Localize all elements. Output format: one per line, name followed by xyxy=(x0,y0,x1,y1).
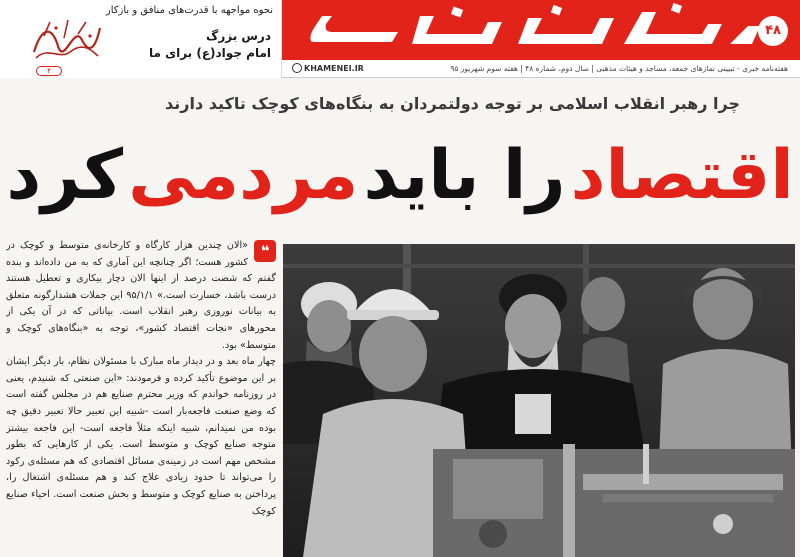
masthead-subbar xyxy=(282,60,800,78)
site-label: KHAMENEI.IR xyxy=(304,64,364,73)
headline-part-1: اقتصاد xyxy=(570,136,794,215)
masthead xyxy=(282,0,800,60)
teaser-page-badge: ۴ xyxy=(36,66,62,76)
article-column xyxy=(6,238,276,557)
site-link[interactable] xyxy=(292,63,364,73)
news-photo xyxy=(283,244,795,557)
article-paragraph-2: چهار ماه بعد و در دیدار ماه مبارک با مسئولان نظام، بار دیگر ایشان بر این موضوع تأکید کرده و فرمودند: «این صنعتی که شنیدم، یعنی در روزنامه خواندم که وزیر محترم صنایع هم در مجلس گفته است که وضع صنعت فاجعه‌بار است -شبیه این تعبیر حالا تعبیر دقیق چه بوده من نمیدانم، شبیه اینکه مثلاً فاجعه است- این فاجعه بیشتر متوجه صنایع کوچک و متوسط است. یکی از کارهایی که بطور مشخص مهم است در زمینه‌ی مسائل اقتصادی که هم مسئله‌ی رکود را می‌تواند تا حدود زیادی علاج کند و هم مسئله‌ی اشتغال را، پرداختن به صنایع کوچک و متوسط و بخش صنعت است. احیاء صنایع کوچک xyxy=(6,356,276,517)
headline-part-2: را باید xyxy=(363,136,566,215)
headline-part-4: کرد xyxy=(6,136,124,215)
teaser-title xyxy=(149,28,271,62)
masthead-subtitle: هفته‌نامه خبری - تبیینی نمازهای جمعه، مساجد و هیئات مذهبی | سال دوم، شماره ۴۸ | هفته سوم شهریور ۹۵ xyxy=(450,64,788,73)
masthead-logo-icon xyxy=(302,2,762,58)
teaser-title-line2: امام جواد(ع) برای ما xyxy=(148,46,271,60)
teaser-top-line: نحوه مواجهه با قدرت‌های منافق و بازکار xyxy=(105,5,273,16)
site-logo-icon xyxy=(292,63,302,73)
kicker-headline: چرا رهبر انقلاب اسلامی بر توجه دولتمردان به بنگاه‌های کوچک تاکید دارند xyxy=(165,94,740,113)
calligraphy-logo-icon xyxy=(30,16,102,64)
main-headline xyxy=(0,126,800,226)
headline-part-3: مردمی xyxy=(128,136,359,215)
photo-illustration-icon xyxy=(283,244,795,557)
article-paragraph-1: «الان چندین هزار کارگاه و کارخانه‌ی متوسط و کوچک در کشور هست؛ اگر چنانچه این آماری که به من داده‌اند و بنده گفتم که شصت درصد از اینها الان دچار بیکاری و تعطیل هستند درست باشد، خسارت است.» ۹۵/۱/۱ این جملات هشدارگونه متعلق به بیانات نوروزی رهبر انقلاب است. بیاناتی که در آن یکی از محورهای «نجات اقتصاد کشور»، توجه به «بنگاه‌های کوچک و متوسط» بود. xyxy=(6,240,276,351)
quote-icon: ❝ xyxy=(254,240,276,262)
issue-number-badge: ۴۸ xyxy=(758,16,788,46)
teaser-title-line1: درس بزرگ xyxy=(206,29,271,43)
teaser-box[interactable] xyxy=(0,0,282,78)
